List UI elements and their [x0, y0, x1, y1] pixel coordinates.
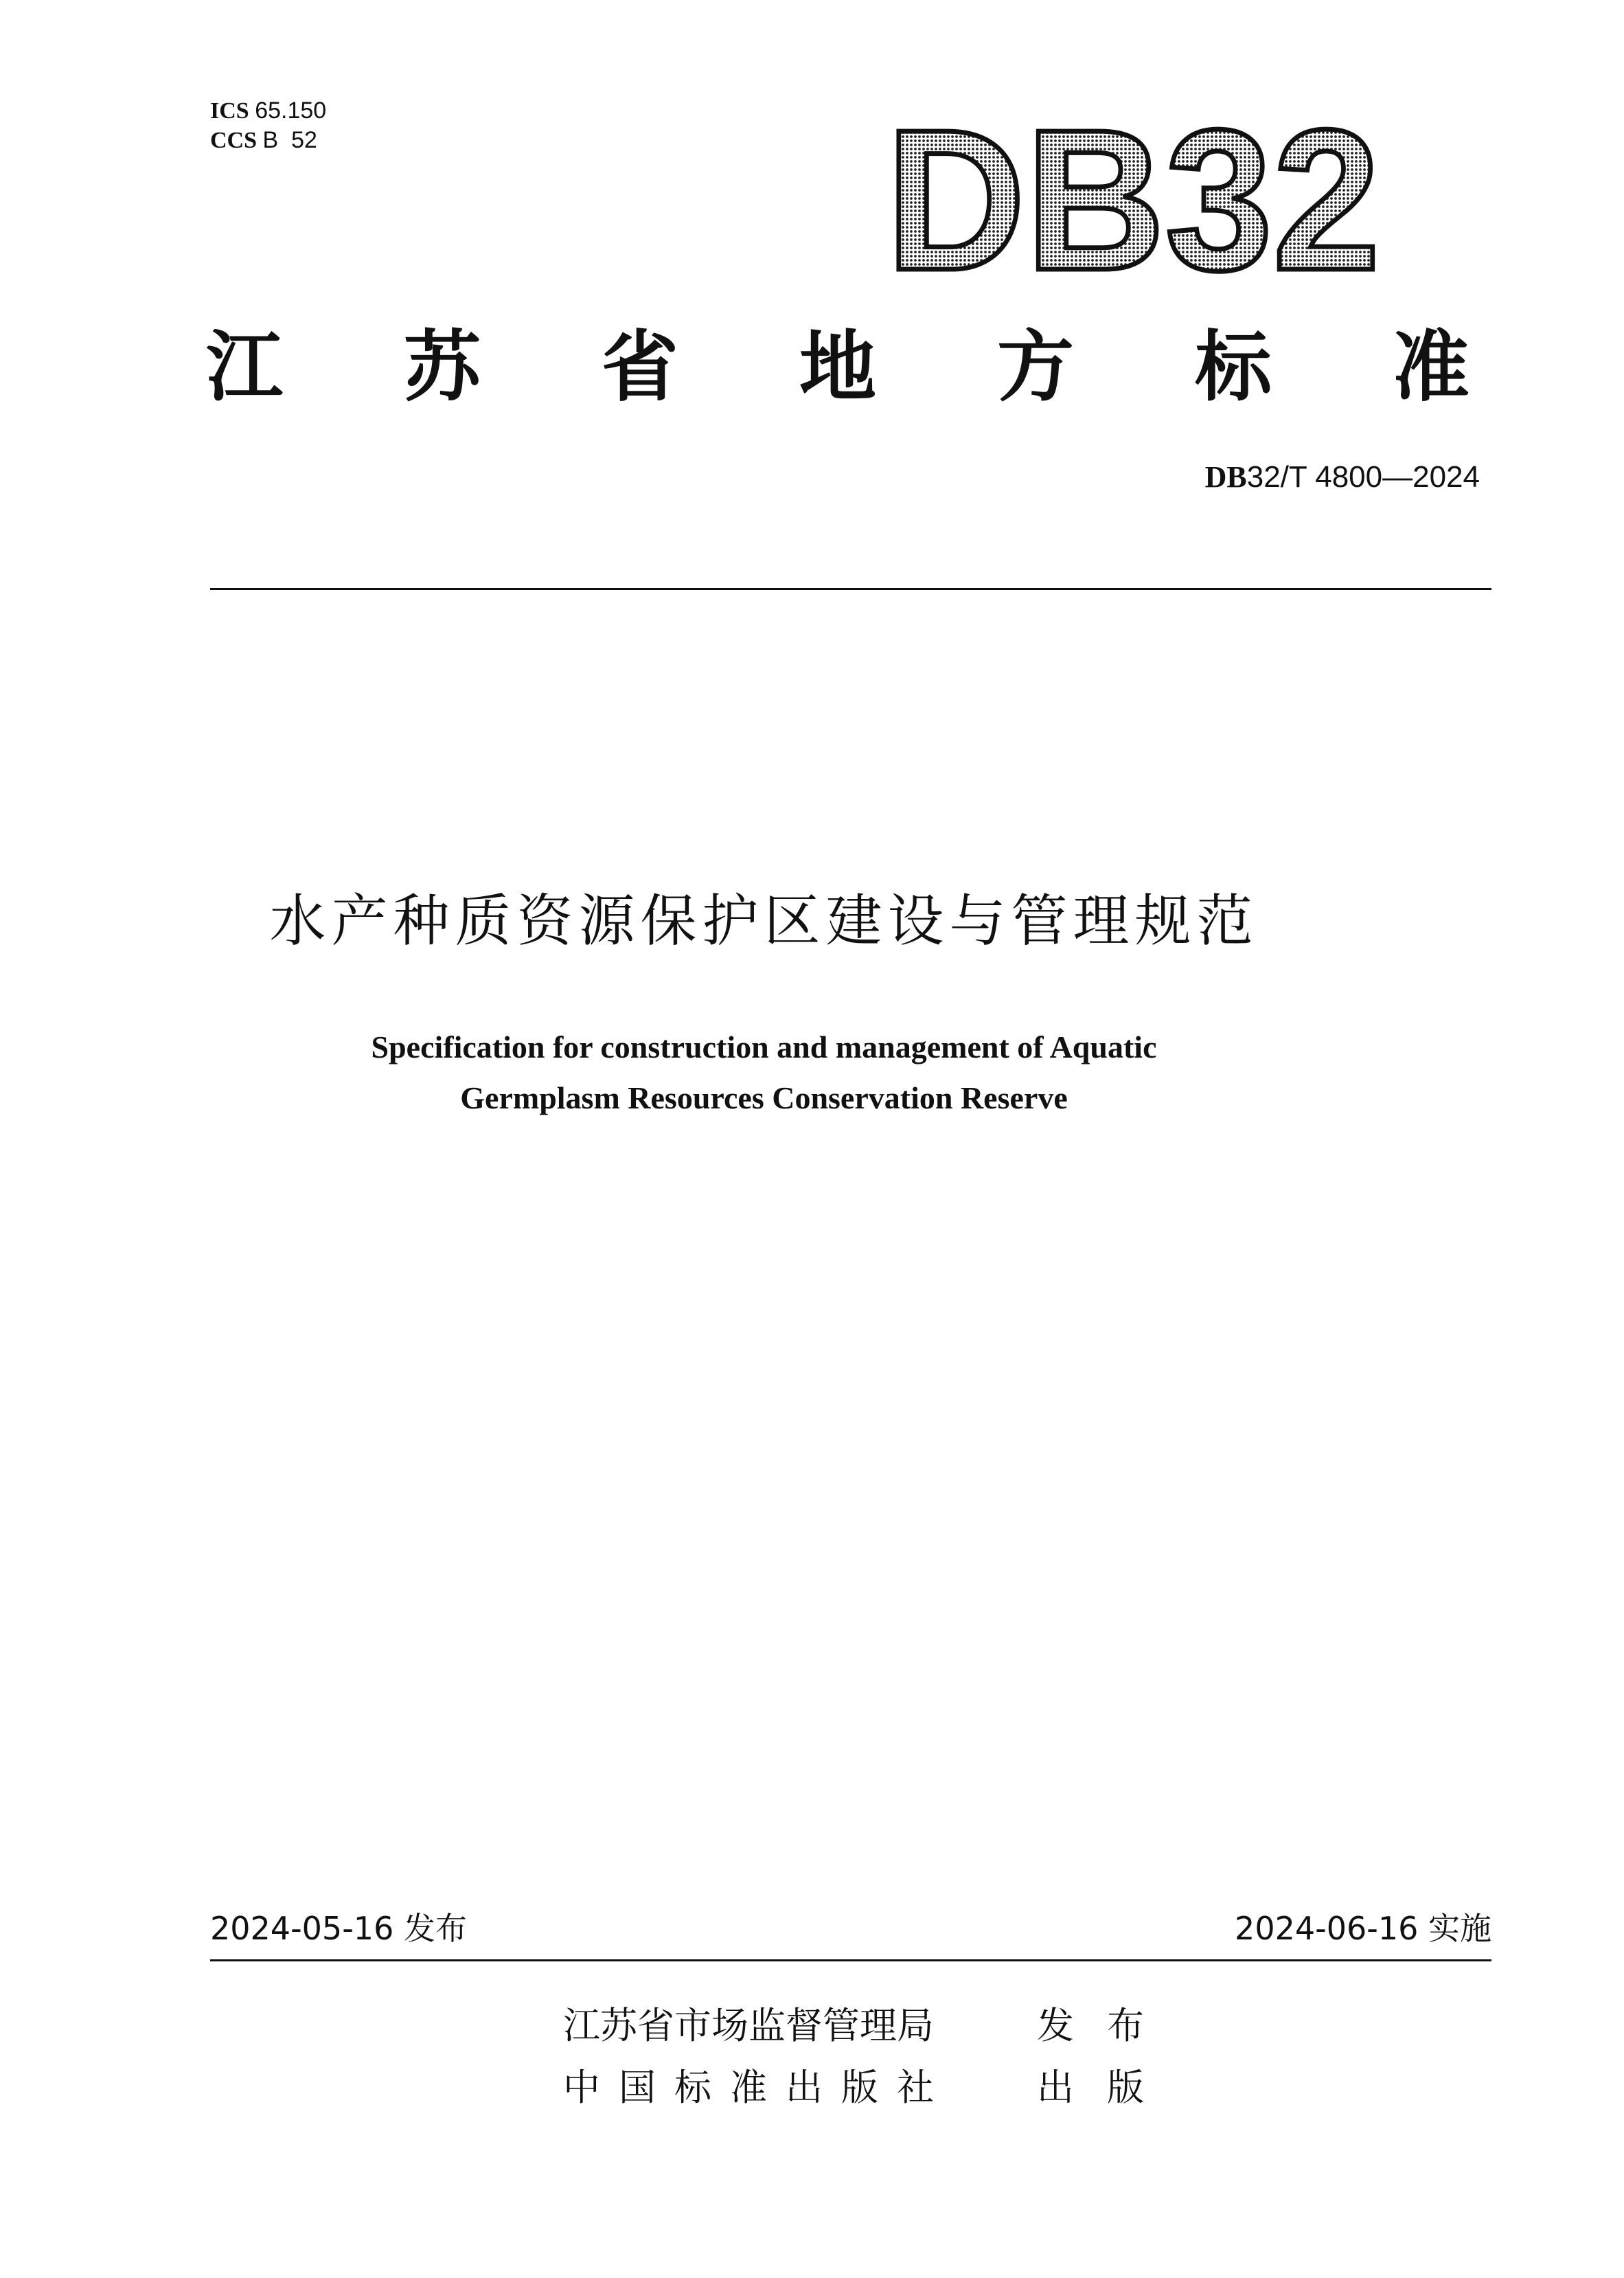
standard-number-rest: 32/T 4800—2024: [1246, 460, 1480, 494]
ics-code: [210, 96, 326, 126]
ics-label: ICS: [210, 98, 249, 124]
standard-type-title: [206, 323, 1469, 412]
ccs-label: CCS: [210, 128, 258, 153]
title-char: 方: [997, 322, 1074, 412]
publisher-role: 出版: [1037, 2066, 1177, 2109]
issuer-row: [563, 2057, 1177, 2119]
document-title-en: [0, 1022, 1624, 1124]
issuer-name: 江苏省市场监督管理局: [563, 2004, 934, 2047]
document-title-en-line1: Specification for construction and management of Aquatic: [371, 1029, 1157, 1064]
standard-number: [1205, 459, 1480, 496]
title-char: 江: [206, 322, 283, 412]
issuer-row: [563, 1995, 1177, 2057]
document-title-cn: 水产种质资源保护区建设与管理规范: [269, 889, 1259, 954]
implement-date: 2024-06-16 实施: [1235, 1910, 1491, 1947]
publisher-name: 中国标准出版社: [563, 2066, 952, 2109]
ccs-value: B 52: [262, 127, 317, 153]
db32-logo: [872, 110, 1394, 288]
title-char: 省: [602, 322, 678, 412]
title-char: 准: [1393, 322, 1469, 412]
publish-date: 2024-05-16 发布: [210, 1910, 467, 1947]
ccs-code: [210, 126, 326, 155]
standard-number-prefix: DB: [1204, 460, 1247, 494]
title-char: 标: [1195, 322, 1272, 412]
classification-codes: [210, 96, 326, 155]
title-char: 地: [799, 322, 876, 412]
title-char: 苏: [404, 322, 481, 412]
ics-value: 65.150: [255, 98, 327, 124]
header-divider: [210, 588, 1491, 590]
footer-divider: [210, 1959, 1491, 1961]
issuer-role: 发布: [1037, 2004, 1177, 2047]
document-title-en-line2: Germplasm Resources Conservation Reserve: [460, 1080, 1068, 1115]
issuers-block: [563, 1995, 1177, 2119]
db32-logo-text: DB32: [886, 110, 1380, 288]
